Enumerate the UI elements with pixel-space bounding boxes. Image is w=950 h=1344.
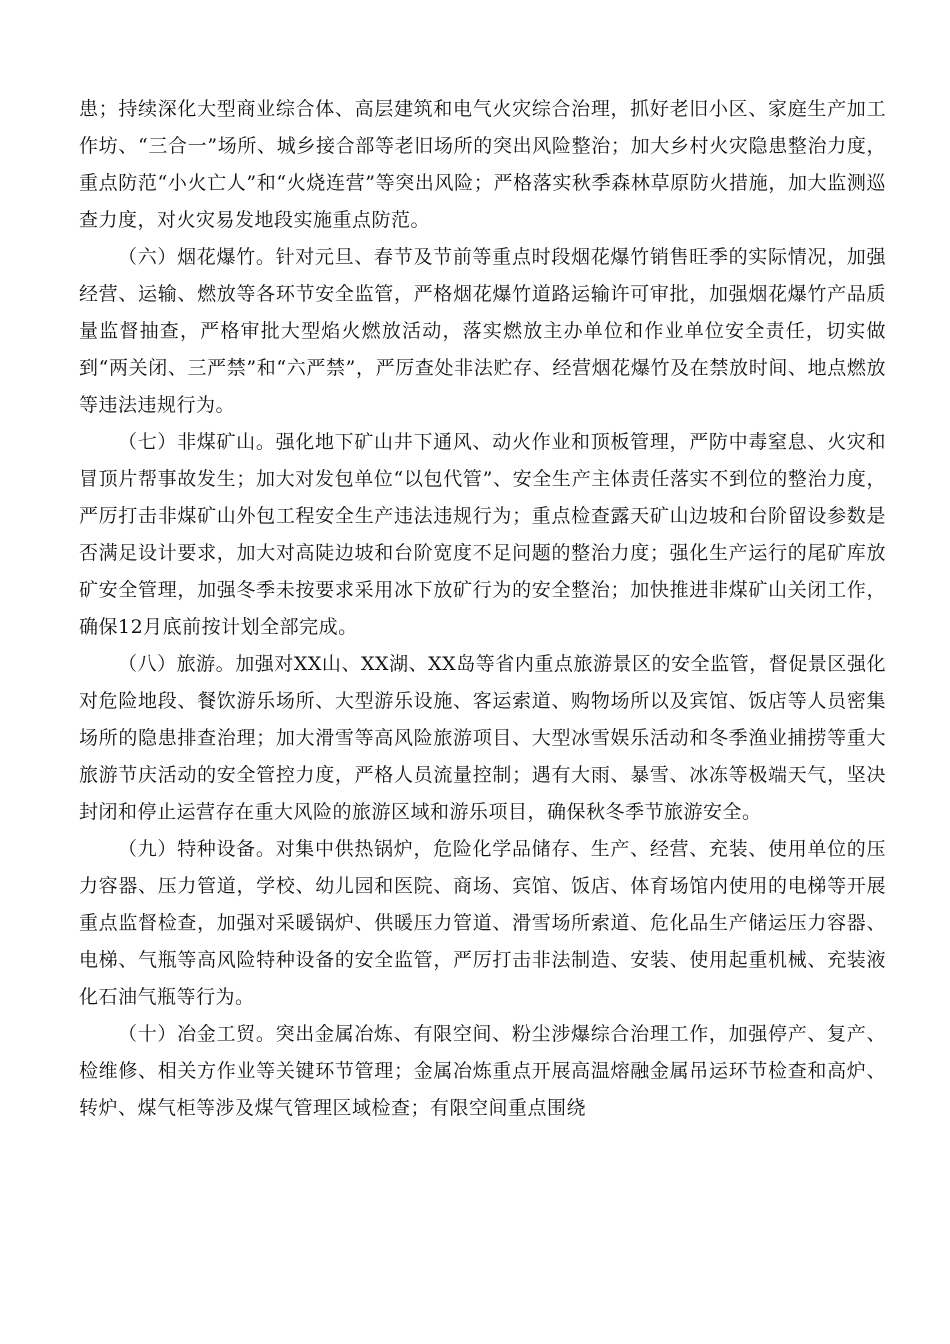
paragraph-fire-safety-continued: 患；持续深化大型商业综合体、高层建筑和电气火灾综合治理，抓好老旧小区、家庭生产加工作坊、“三合一”场所、城乡接合部等老旧场所的突出风险整治；加大乡村火灾隐患整治力度，重点防范“小火亡人”和“火烧连营”等突出风险；严格落实秋季森林草原防火措施，加大监测巡查力度，对火灾易发地段实施重点防范。 [79,98,886,231]
document-body [79,91,886,1127]
paragraph-metallurgy-trade: （十）冶金工贸。突出金属冶炼、有限空间、粉尘涉爆综合治理工作，加强停产、复产、检维修、相关方作业等关键环节管理；金属冶炼重点开展高温熔融金属吊运环节检查和高炉、转炉、煤气柜等涉及煤气管理区域检查；有限空间重点围绕 [79,1023,886,1119]
paragraph-tourism: （八）旅游。加强对XX山、XX湖、XX岛等省内重点旅游景区的安全监管，督促景区强化对危险地段、餐饮游乐场所、大型游乐设施、客运索道、购物场所以及宾馆、饭店等人员密集场所的隐患排查治理；加大滑雪等高风险旅游项目、大型冰雪娱乐活动和冬季渔业捕捞等重大旅游节庆活动的安全管控力度，严格人员流量控制；遇有大雨、暴雪、冰冻等极端天气，坚决封闭和停止运营存在重大风险的旅游区域和游乐项目，确保秋冬季节旅游安全。 [79,653,886,823]
paragraph-non-coal-mines: （七）非煤矿山。强化地下矿山井下通风、动火作业和顶板管理，严防中毒窒息、火灾和冒顶片帮事故发生；加大对发包单位“以包代管”、安全生产主体责任落实不到位的整治力度，严厉打击非煤矿山外包工程安全生产违法违规行为；重点检查露天矿山边坡和台阶留设参数是否满足设计要求，加大对高陡边坡和台阶宽度不足问题的整治力度；强化生产运行的尾矿库放矿安全管理，加强冬季未按要求采用冰下放矿行为的安全整治；加快推进非煤矿山关闭工作，确保12月底前按计划全部完成。 [79,431,886,638]
paragraph-special-equipment: （九）特种设备。对集中供热锅炉，危险化学品储存、生产、经营、充装、使用单位的压力容器、压力管道，学校、幼儿园和医院、商场、宾馆、饭店、体育场馆内使用的电梯等开展重点监督检查，加强对采暖锅炉、供暖压力管道、滑雪场所索道、危化品生产储运压力容器、电梯、气瓶等高风险特种设备的安全监管，严厉打击非法制造、安装、使用起重机械、充装液化石油气瓶等行为。 [79,838,886,1008]
paragraph-fireworks: （六）烟花爆竹。针对元旦、春节及节前等重点时段烟花爆竹销售旺季的实际情况，加强经营、运输、燃放等各环节安全监管，严格烟花爆竹道路运输许可审批，加强烟花爆竹产品质量监督抽查，严格审批大型焰火燃放活动，落实燃放主办单位和作业单位安全责任，切实做到“两关闭、三严禁”和“六严禁”，严厉查处非法贮存、经营烟花爆竹及在禁放时间、地点燃放等违法违规行为。 [79,246,886,416]
